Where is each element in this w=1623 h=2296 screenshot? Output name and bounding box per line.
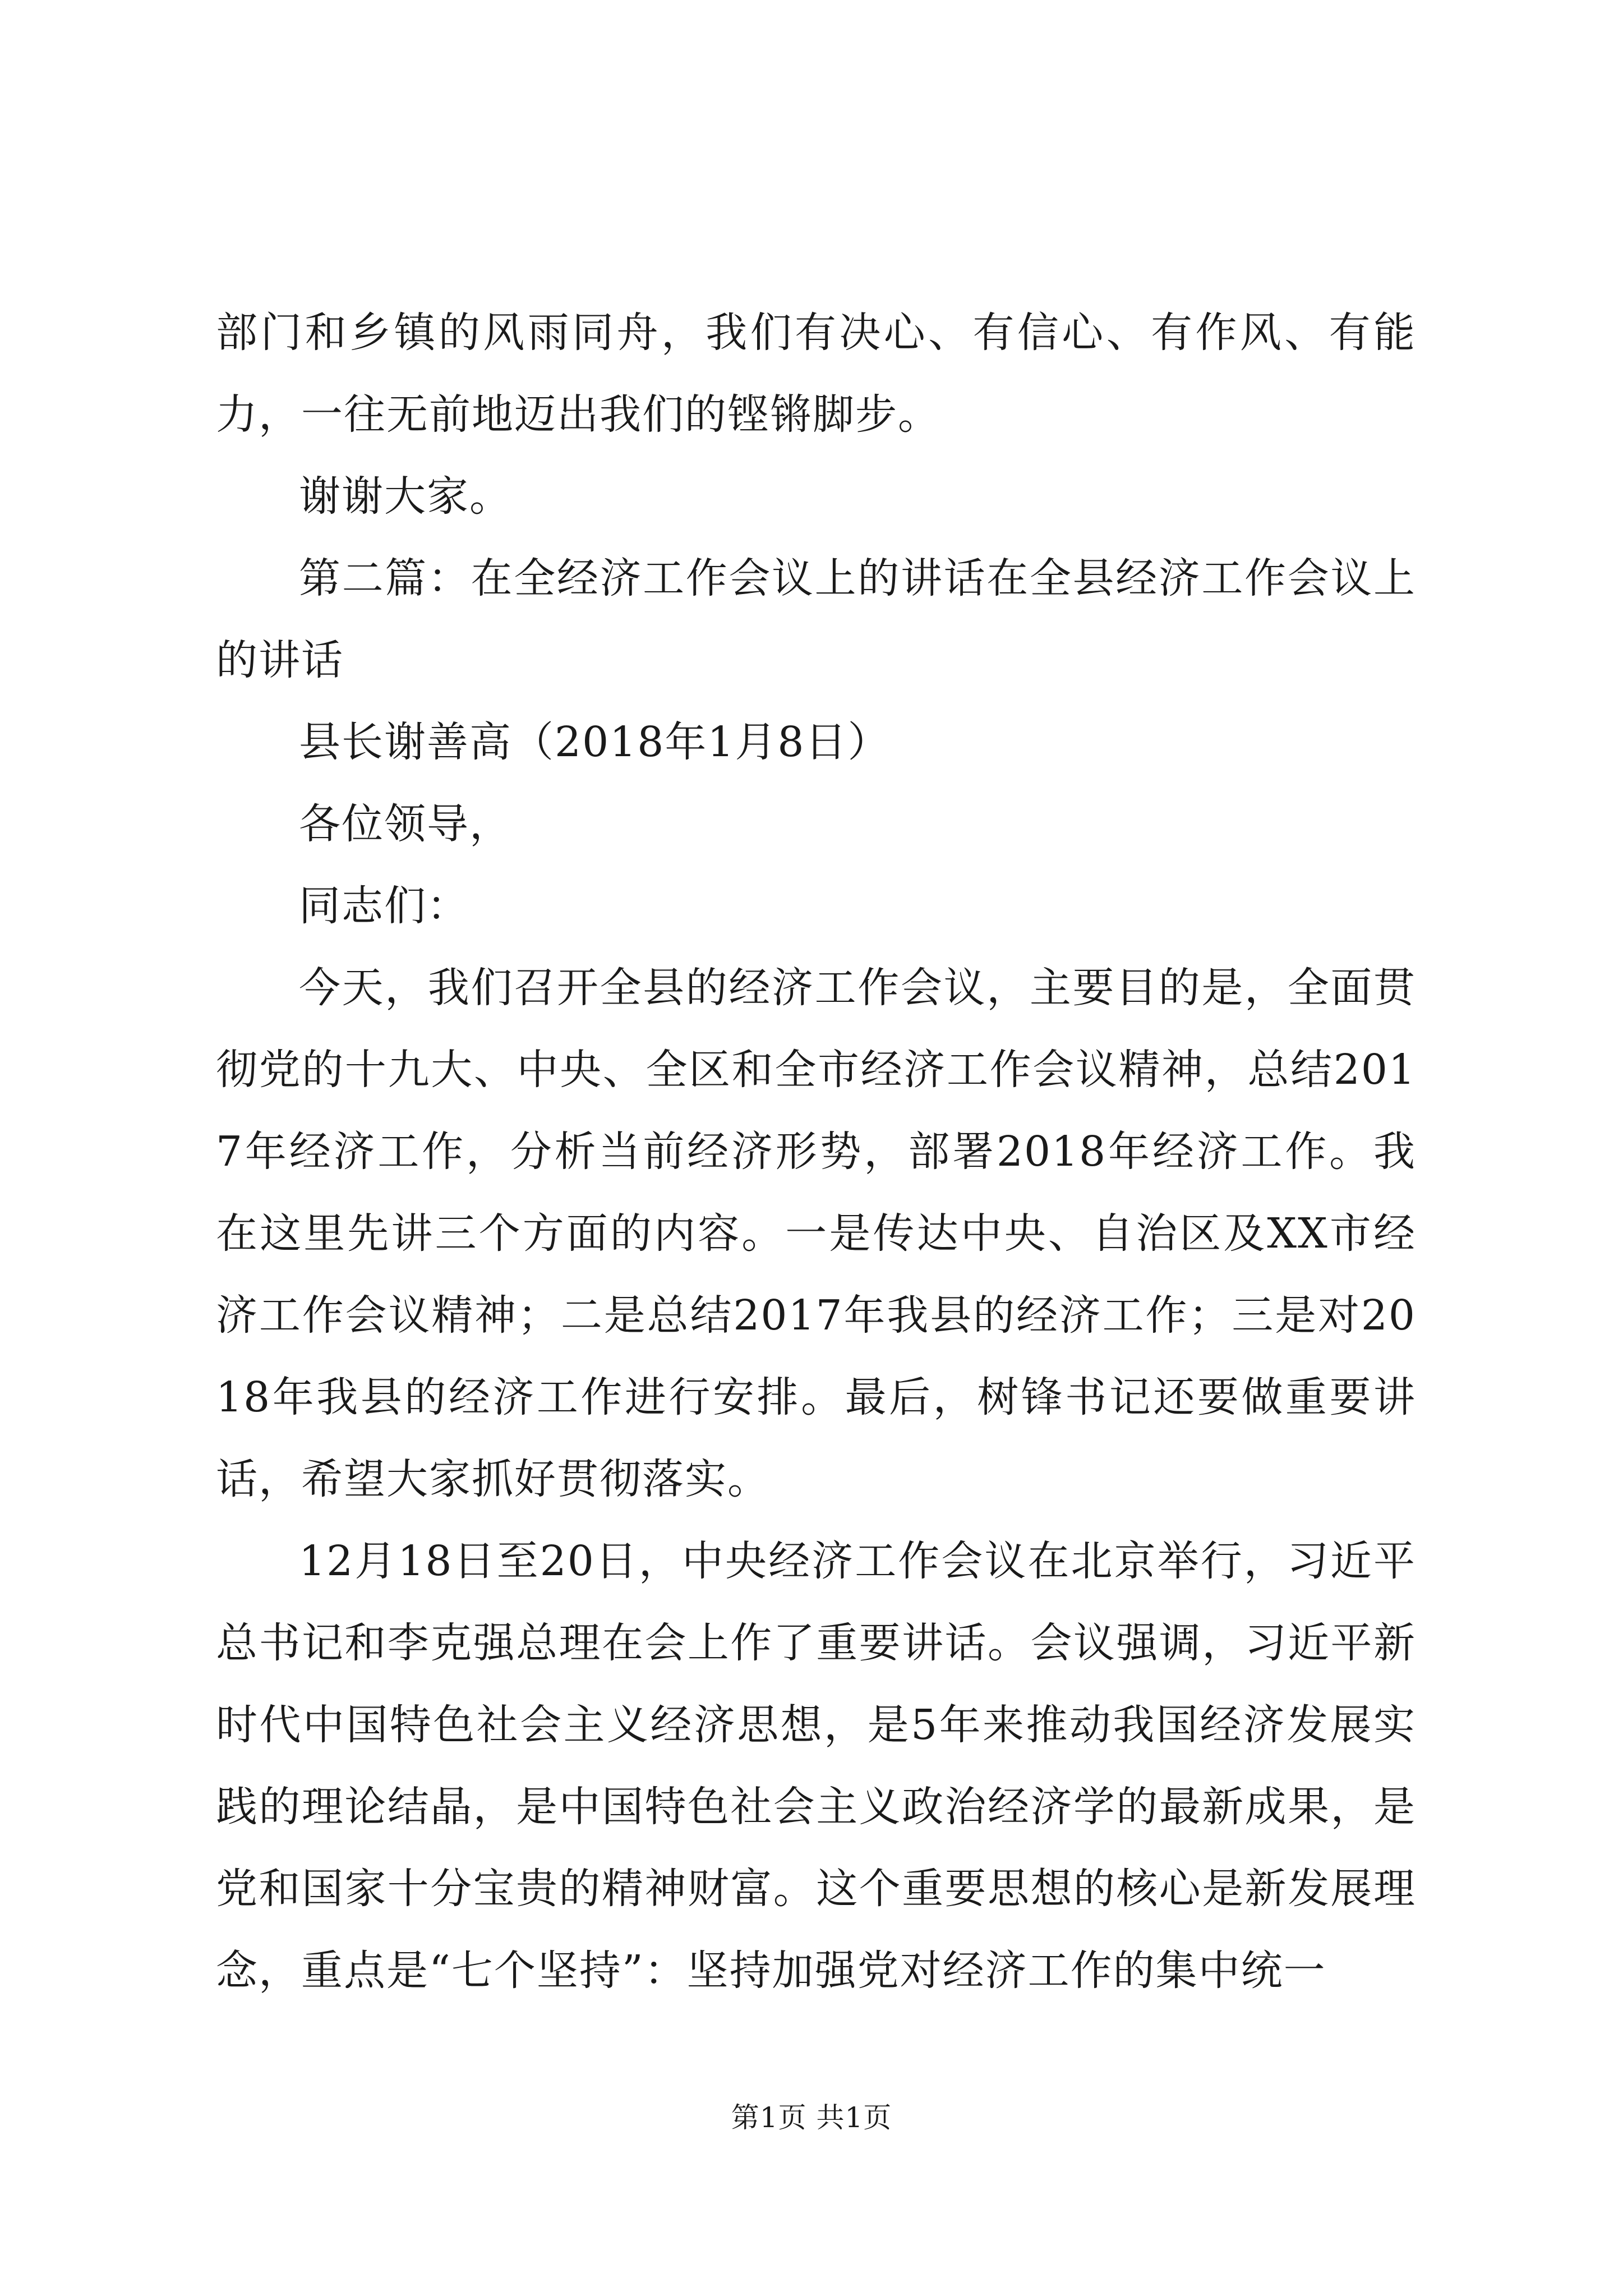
section-heading: 第二篇：在全经济工作会议上的讲话在全县经济工作会议上的讲话 bbox=[216, 554, 1416, 684]
salutation-comrades: 同志们： bbox=[299, 882, 469, 930]
paragraph-intro: 今天，我们召开全县的经济工作会议，主要目的是，全面贯彻党的十九大、中央、全区和全市经济工作会议精神，总结2017年经济工作，分析当前经济形势，部署2018年经济工作。我在这里先讲三个方面的内容。一是传达中央、自治区及XX市经济工作会议精神；二是总结2017年我县的经济工作；三是对2018年我县的经济工作进行安排。最后，树锋书记还要做重要讲话，希望大家抓好贯彻落实。 bbox=[216, 964, 1416, 1503]
document-body bbox=[216, 292, 1416, 2012]
speaker-line: 县长谢善高（2018年1月8日） bbox=[299, 718, 891, 766]
paragraph-thanks: 谢谢大家。 bbox=[299, 472, 512, 521]
page-footer: 第1页 共1页 bbox=[731, 2101, 892, 2134]
salutation-leaders: 各位领导， bbox=[299, 800, 512, 848]
paragraph-continuation: 部门和乡镇的风雨同舟，我们有决心、有信心、有作风、有能力，一往无前地迈出我们的铿锵脚步。 bbox=[216, 309, 1416, 439]
paragraph-central-meeting: 12月18日至20日，中央经济工作会议在北京举行，习近平总书记和李克强总理在会上作了重要讲话。会议强调，习近平新时代中国特色社会主义经济思想，是5年来推动我国经济发展实践的理论结晶，是中国特色社会主义政治经济学的最新成果，是党和国家十分宝贵的精神财富。这个重要思想的核心是新发展理念，重点是“七个坚持”：坚持加强党对经济工作的集中统一 bbox=[216, 1537, 1416, 1995]
